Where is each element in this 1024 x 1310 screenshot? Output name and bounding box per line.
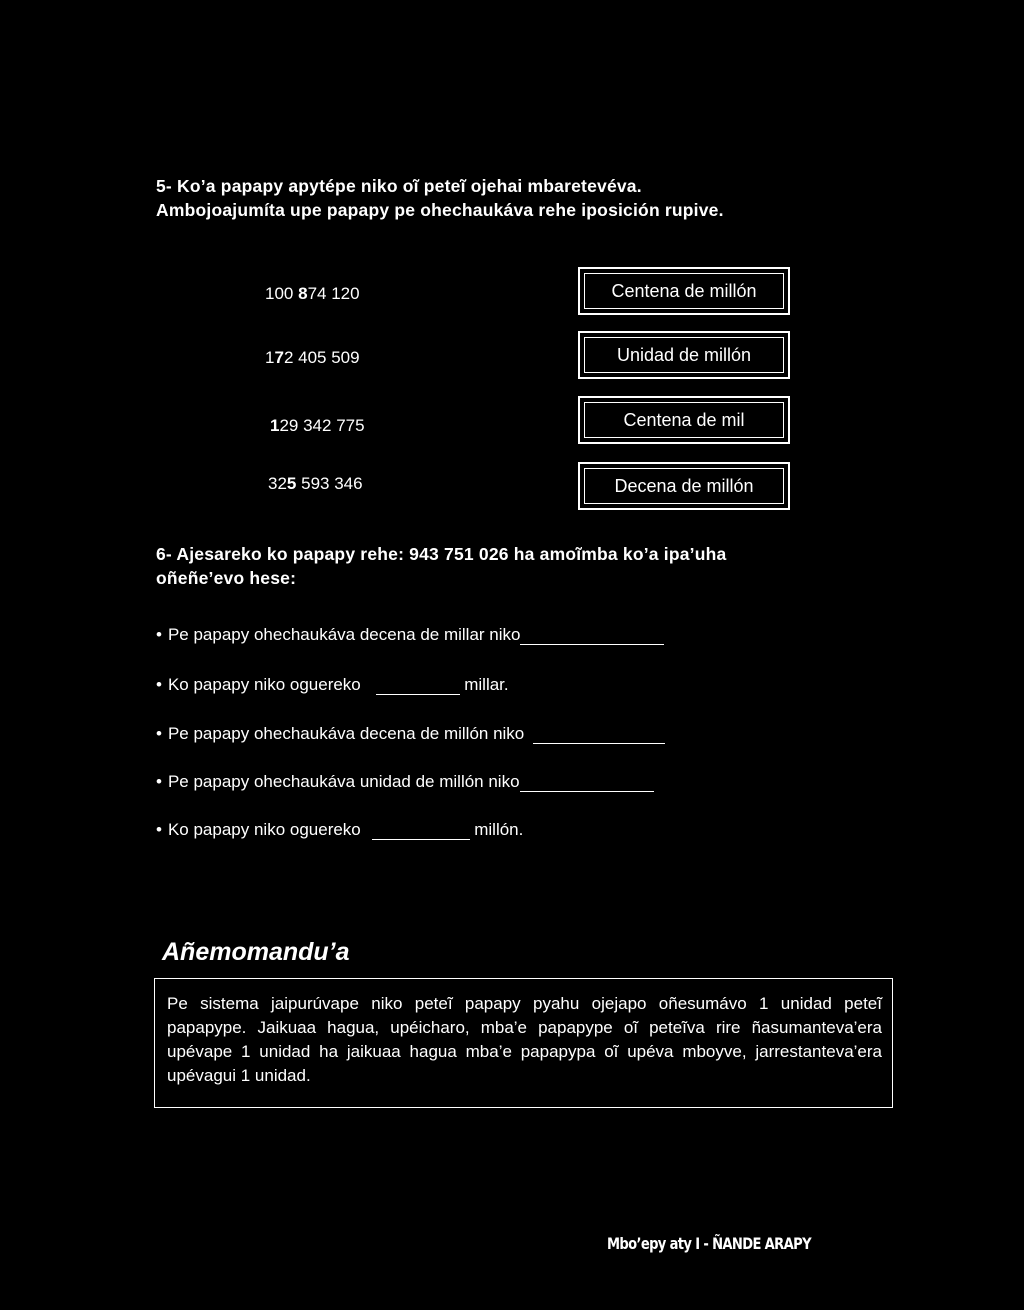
position-box-3[interactable] [578,396,790,444]
bullet-item-4-text: Pe papapy ohechaukáva unidad de millón niko [167,772,520,791]
answer-blank-1[interactable] [520,628,664,645]
number-1-post: 74 120 [307,284,360,303]
position-label-3: Centena de mil [584,402,784,438]
answer-blank-5[interactable] [372,823,470,840]
bullet-icon: • [156,625,162,644]
number-1[interactable] [265,284,360,304]
number-4[interactable] [268,474,363,494]
number-1-pre: 100 [265,284,299,303]
bullet-item-5-after: millón. [469,820,524,839]
answer-blank-3[interactable] [533,727,665,744]
position-box-4[interactable] [578,462,790,510]
number-2[interactable] [265,348,360,368]
number-4-bold-digit: 5 [286,474,297,493]
question-6-line-2: oñeñe’evo hese: [156,568,297,588]
bullet-item-3 [156,724,665,744]
bullet-item-3-text: Pe papapy ohechaukáva decena de millón niko [167,724,529,743]
number-2-post: 2 405 509 [283,348,360,367]
number-2-pre: 1 [265,348,275,367]
answer-blank-2[interactable] [376,678,460,695]
number-1-bold-digit: 8 [298,284,308,303]
bullet-item-2-after: millar. [459,675,509,694]
note-text: Pe sistema jaipurúvape niko peteĩ papapy pyahu ojejapo oñesumávo 1 unidad peteĩ papapype. Jaikuaa hagua, upéicharo, mba’e papapype oĩ peteĩva rire ñasumanteva’era upévape 1 unidad ha jaikuaa hagua mba’e papapypa oĩ upéva mboyve, jarrestanteva’era upévagui 1 unidad. [167,994,882,1085]
position-label-1: Centena de millón [584,273,784,309]
question-5-line-1: 5- Ko’a papapy apytépe niko oĩ peteĩ ojehai mbaretevéva. [156,176,642,196]
question-6-title [156,542,901,590]
question-5-line-2: Ambojoajumíta upe papapy pe ohechaukáva rehe iposición rupive. [156,200,724,220]
note-box [154,978,893,1108]
bullet-item-1 [156,625,664,645]
number-3[interactable] [270,416,365,436]
bullet-item-2-text: Ko papapy niko oguereko [167,675,366,694]
bullet-item-5 [156,820,523,840]
position-label-2: Unidad de millón [584,337,784,373]
note-title: Añemomandu’a [162,938,350,966]
bullet-item-1-text: Pe papapy ohechaukáva decena de millar niko [167,625,521,644]
bullet-item-5-text: Ko papapy niko oguereko [167,820,366,839]
number-2-bold-digit: 7 [274,348,284,367]
bullet-icon: • [156,675,162,694]
bullet-item-2 [156,675,509,695]
bullet-icon: • [156,724,162,743]
number-4-post: 593 346 [296,474,363,493]
page-footer: Mbo’epy aty I - ÑANDE ARAPY [607,1234,811,1253]
position-box-1[interactable] [578,267,790,315]
question-6-line-1: 6- Ajesareko ko papapy rehe: 943 751 026 ha amoĩmba ko’a ipa’uha [156,544,727,564]
bullet-item-4 [156,772,654,792]
position-label-4: Decena de millón [584,468,784,504]
answer-blank-4[interactable] [520,775,654,792]
position-box-2[interactable] [578,331,790,379]
question-5-title [156,174,916,222]
bullet-icon: • [156,772,162,791]
number-3-bold-digit: 1 [270,416,280,435]
number-3-post: 29 342 775 [279,416,365,435]
bullet-icon: • [156,820,162,839]
number-4-pre: 32 [268,474,287,493]
